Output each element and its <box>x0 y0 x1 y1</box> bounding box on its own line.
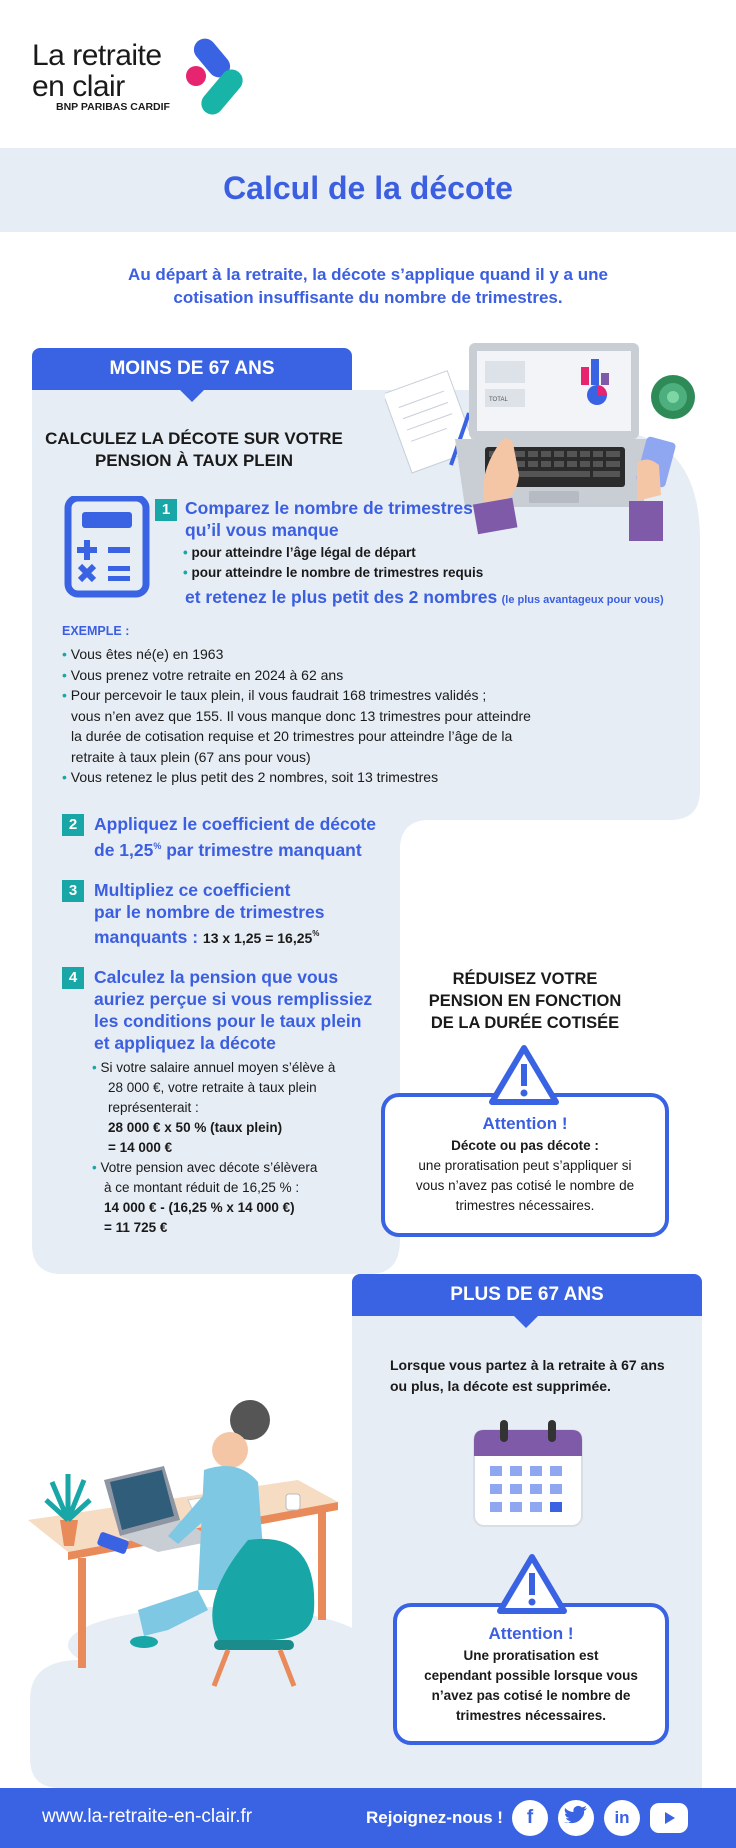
page-title: Calcul de la décote <box>223 170 513 206</box>
tab-notch <box>512 1314 540 1328</box>
reduce-line1: RÉDUISEZ VOTRE <box>452 970 598 988</box>
example-item: • Vous prenez votre retraite en 2024 à 62 ans <box>62 666 344 683</box>
attention-1-line3: trimestres nécessaires. <box>455 1198 595 1213</box>
step-1-retain <box>185 586 664 608</box>
step-4-b1-line2: 28 000 €, votre retraite à taux plein <box>108 1080 317 1095</box>
logo-company: BNP PARIBAS CARDIF <box>56 101 170 113</box>
step-4-line3: les conditions pour le taux plein <box>94 1011 362 1031</box>
warning-icon <box>496 1553 568 1615</box>
attention-2-line2: cependant possible lorsque vous <box>424 1668 638 1683</box>
step-4-line1: Calculez la pension que vous <box>94 967 339 987</box>
attention-2-line3: n’avez pas cotisé le nombre de <box>431 1688 631 1703</box>
retain-text: et retenez le plus petit des 2 nombres <box>185 587 498 607</box>
step-4-b2-line2: à ce montant réduit de 16,25 % : <box>104 1180 300 1195</box>
over-67-line1: Lorsque vous partez à la retraite à 67 ans <box>390 1357 665 1373</box>
reduce-heading <box>410 968 640 1034</box>
woman-desk-illustration <box>18 1340 368 1690</box>
step-1-bullet: • pour atteindre le nombre de trimestres requis <box>183 565 484 580</box>
calendar-icon <box>470 1418 586 1530</box>
attention-1-line2: vous n’avez pas cotisé le nombre de <box>415 1178 635 1193</box>
linkedin-icon[interactable]: in <box>604 1800 640 1836</box>
logo-text <box>32 40 162 102</box>
step-2-pct: % <box>153 841 162 851</box>
step-4-bullet: • Votre pension avec décote s’élèvera <box>92 1160 318 1175</box>
step-3-pct: % <box>312 929 320 938</box>
step-4-b1-line5: = 14 000 € <box>108 1140 173 1155</box>
intro-text <box>100 263 636 309</box>
attention-2-line1: Une proratisation est <box>463 1648 599 1663</box>
step-1-bullet: • pour atteindre l’âge légal de départ <box>183 545 416 560</box>
example-item: • Vous retenez le plus petit des 2 nombres, soit 13 trimestres <box>62 769 439 785</box>
step-4-b2-line3: 14 000 € - (16,25 % x 14 000 €) <box>104 1200 295 1215</box>
step-4-b1-line1: Si votre salaire annuel moyen s’élève à <box>100 1060 336 1075</box>
attention-1-title: Attention ! <box>482 1114 568 1133</box>
example-list <box>62 644 562 788</box>
step-3-line3 <box>94 923 325 949</box>
over-67-text <box>390 1355 690 1397</box>
step-4-line4: et appliquez la décote <box>94 1033 276 1053</box>
logo-mark-icon <box>185 36 249 120</box>
section1-heading <box>44 428 344 472</box>
heading-line2: PENSION À TAUX PLEIN <box>94 451 294 470</box>
step-3-line2: par le nombre de trimestres <box>94 902 325 922</box>
attention-1-subtitle: Décote ou pas décote : <box>451 1138 599 1153</box>
youtube-icon[interactable] <box>650 1803 688 1833</box>
step-4-b1-line4: 28 000 € x 50 % (taux plein) <box>108 1120 283 1135</box>
step-3-title <box>94 879 325 949</box>
step-4-line2: auriez perçue si vous remplissiez <box>94 989 373 1009</box>
attention-2-text <box>393 1646 669 1726</box>
step-4-details <box>92 1058 382 1238</box>
step-1-title-line1: Comparez le nombre de trimestres <box>185 498 473 518</box>
reduce-line3: DE LA DURÉE COTISÉE <box>430 1014 620 1032</box>
warning-icon <box>488 1044 560 1106</box>
step-1-bullet-text: pour atteindre l’âge légal de départ <box>191 545 416 560</box>
calculator-icon <box>64 496 152 600</box>
example-item-text: Vous retenez le plus petit des 2 nombres, soit 13 trimestres <box>70 769 439 785</box>
twitter-bird-icon <box>558 1800 594 1836</box>
website-link[interactable]: www.la-retraite-en-clair.fr <box>42 1806 253 1827</box>
attention-2-line4: trimestres nécessaires. <box>455 1708 607 1723</box>
section-tab-under-67: MOINS DE 67 ANS <box>32 348 352 390</box>
reduce-line2: PENSION EN FONCTION <box>428 992 622 1010</box>
example-label: EXEMPLE : <box>62 624 130 638</box>
play-icon <box>650 1803 688 1833</box>
step-4-b2-line1: Votre pension avec décote s’élèvera <box>100 1160 318 1175</box>
step-4-title <box>94 966 372 1054</box>
illustration-total-label: TOTAL <box>489 397 508 403</box>
facebook-icon[interactable]: f <box>512 1800 548 1836</box>
example-item: • Pour percevoir le taux plein, il vous faudrait 168 trimestres validés ; <box>62 687 487 703</box>
step-4-number: 4 <box>62 967 84 989</box>
step-3-line1: Multipliez ce coefficient <box>94 880 291 900</box>
example-item-cont: vous n’en avez que 155. Il vous manque donc 13 trimestres pour atteindre <box>71 707 531 724</box>
step-3-line3-text: manquants : <box>94 926 199 947</box>
over-67-line2: ou plus, la décote est supprimée. <box>390 1378 611 1394</box>
attention-1-line1: une proratisation peut s’appliquer si <box>418 1158 632 1173</box>
example-item-text: Pour percevoir le taux plein, il vous faudrait 168 trimestres validés ; <box>70 687 487 703</box>
example-item-text: Vous prenez votre retraite en 2024 à 62 ans <box>70 666 344 683</box>
attention-1-text <box>381 1136 669 1216</box>
twitter-icon[interactable] <box>558 1800 594 1836</box>
intro-line1: Au départ à la retraite, la décote s’applique quand il y a une <box>128 265 608 284</box>
step-2-line2 <box>94 835 376 861</box>
example-item-cont: la durée de cotisation requise et 20 trimestres pour atteindre l’âge de la <box>71 728 513 744</box>
step-4-b1-line3: représenterait : <box>108 1100 199 1115</box>
step-2-number: 2 <box>62 814 84 836</box>
example-item-cont: retraite à taux plein (67 ans pour vous) <box>71 748 311 765</box>
step-1-number: 1 <box>155 499 177 521</box>
logo-line2: en clair <box>32 70 125 103</box>
example-item-text: Vous êtes né(e) en 1963 <box>70 646 224 662</box>
tab-notch <box>178 388 206 402</box>
step-2-line1: Appliquez le coefficient de décote <box>94 814 376 834</box>
step-2-line2-end: par trimestre manquant <box>161 839 362 860</box>
step-1-title-line2: qu’il vous manque <box>185 520 339 540</box>
heading-line1: CALCULEZ LA DÉCOTE SUR VOTRE <box>45 429 343 448</box>
step-1-bullets <box>183 543 483 583</box>
example-item: • Vous êtes né(e) en 1963 <box>62 646 224 662</box>
step-3-number: 3 <box>62 880 84 902</box>
section-tab-over-67: PLUS DE 67 ANS <box>352 1274 702 1316</box>
join-us-label: Rejoignez-nous ! <box>366 1808 503 1827</box>
step-2-title <box>94 813 376 861</box>
step-4-b2-line4: = 11 725 € <box>104 1220 168 1235</box>
logo-line1: La retraite <box>32 39 162 72</box>
intro-line2: cotisation insuffisante du nombre de trimestres. <box>173 288 563 307</box>
retain-note: (le plus avantageux pour vous) <box>501 594 664 606</box>
step-2-value: de 1,25 <box>94 839 154 860</box>
attention-2-title: Attention ! <box>488 1624 574 1643</box>
step-1-title <box>185 497 473 541</box>
step-1-bullet-text: pour atteindre le nombre de trimestres requis <box>191 565 484 580</box>
step-3-formula: 13 x 1,25 = 16,25 <box>202 929 313 946</box>
step-4-bullet: • Si votre salaire annuel moyen s’élève à <box>92 1060 336 1075</box>
